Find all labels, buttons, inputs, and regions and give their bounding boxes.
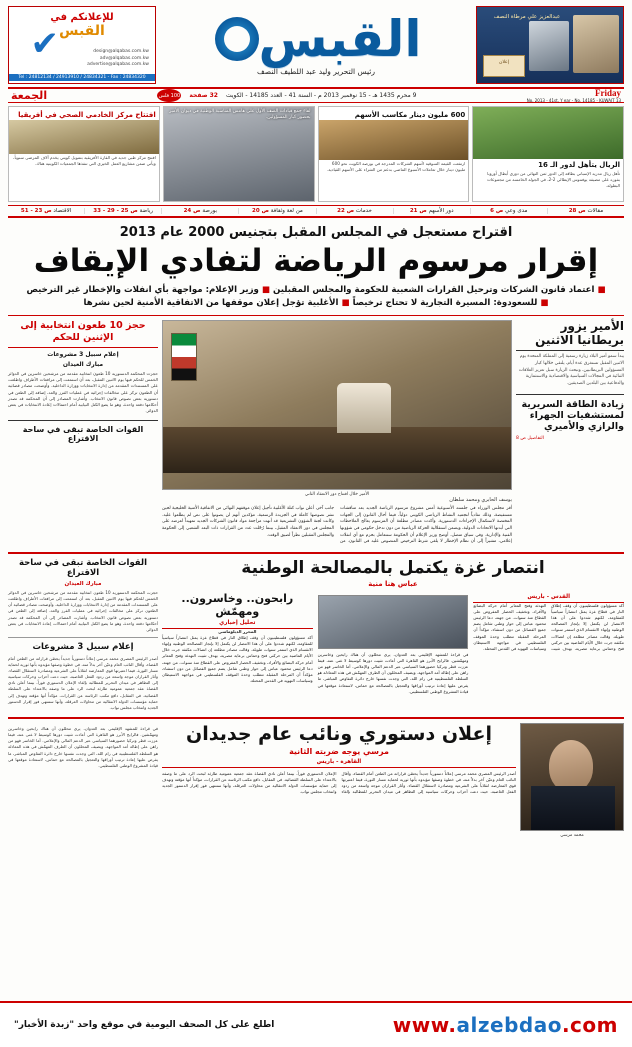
story3-body: أصدر الرئيس المصري محمد مرسي إعلاناً دستورياً جديداً يحصّن قراراته من الطعن أمام القضاء، وأقال النائب العام وعيّن آخر بدلاً منه، في خطوة وصفها مؤيدوه بأنها ثورية لحماية مسار الثورة، فيما اعتبرتها قوى المعارضة انقلاباً على الشرعية ومصادرة لاستقلال القضاء. وأثار القراران موجة واسعة من ردود الفعل الغاضبة، حيث دعت أحزاب وحركات سياسية إلى التظاهر في ميدان التحرير للمطالبة بإلغاء الإعلان الدستوري فوراً، بينما أعلن نادي القضاة عقد جمعية عمومية طارئة لبحث الرد على ما وصفه بالاعتداء على السلطة القضائية. في المقابل، دافع مكتب الرئاسة عن القرارات، مؤكداً أنها مؤقتة وتهدف إلى حماية مؤسسات الدولة الانتقالية من محاولات العرقلة، وأنها ستنتهي فور إقرار الدستور الجديد وانتخاب مجلس نواب. — [162, 770, 516, 795]
index-label: رياضة — [139, 208, 154, 214]
sidebar-more-link[interactable]: التفاصيل ص 8 — [516, 435, 544, 441]
story2-analysis-headline[interactable]: رابحون.. وخاسرون.. ومهمّش — [181, 591, 294, 618]
page-count: 32 صفحة — [189, 92, 218, 99]
section-divider-2 — [8, 717, 624, 719]
bottom-right-rail — [8, 558, 158, 711]
logo-text: القبس — [258, 10, 422, 68]
lead-body: أقر مجلس الوزراء في جلسته الأسبوعية أمس مشروع مرسوم الرياضة الجديد بعد مناقشات مستفيضة، وذلك تفادياً لتجميد النشاط الرياضي الكويتي دولياً، فيما أحال القانون إلى الجهات المختصة لاستكمال الإجراءات الدستورية. وأكدت مصادر مطلعة أن المرسوم يعالج الملاحظات التي أبدتها الاتحادات الدولية، ويضمن استقلالية الحركة الرياضية من دون تدخل حكومي في شؤونها الفنية والإدارية. وفي سياق متصل، أوضح وزير الإعلام أن الحكومة ستتعامل بحزم مع أي انفلات إعلامي، مشيراً إلى أن نظام الإخطار لا يلغي شرط الترخيص المنصوص عليه في القانون. من جانب آخر، أعلن نواب كتلة الأغلبية تأجيل إعلان موقفهم النهائي من الاتفاقية الأمنية الخليجية لحين نشر نصوصها كاملة في الجريدة الرسمية، مؤكدين أنهم لن يصوتوا على نص لم يطلعوا عليه. وكانت لجنة الشؤون التشريعية قد أنهت مراجعة مواد قانون الشركات الجديد تمهيداً لعرضه على المجلس في دور الانعقاد المقبل، بينما رُحّلت عدد من القرارات ذات البعد الشعبي إلى الحكومة والمجلس المقبلين نظراً لضيق الوقت. — [162, 505, 512, 545]
bullet-dot-icon: ■ — [540, 297, 549, 308]
story3-photo-col — [520, 723, 624, 838]
story3-text-col — [162, 723, 516, 838]
lead-byline: يوسف الحايري ومحمد سلطان — [449, 496, 512, 503]
url-prefix: www. — [392, 1013, 457, 1037]
section-index-bar — [8, 205, 624, 218]
photo-person — [337, 383, 391, 433]
sidebar-body: يبدأ سمو أمير البلاد زيارة رسمية إلى المملكة المتحدة يوم الاثنين المقبل تستغرق عدة أيام، يلتقي خلالها كبار المسؤولين البريطانيين، وتبحث الزيارة سبل تعزيز العلاقات الثنائية في المجالات السياسية والاقتصادية والاستثمارية والدفاعية بين البلدين الصديقين. — [518, 354, 624, 386]
story2-analysis-tag: تحليل إخباري — [162, 620, 313, 629]
bullet-text: للسعودوة: المسيرة التجارية لا تحتاج ترخيصاً — [352, 297, 538, 308]
newspaper-logo — [211, 10, 422, 68]
story3-block — [8, 723, 624, 888]
rail-body: حجزت المحكمة الدستورية 10 طعون انتخابية مقدمة من مرشحين خاسرين في الدوائر الخمس للحكم فيها يوم الاثنين المقبل، بعد أن استمعت إلى مرافعات الأطراف واطلعت على المستندات المقدمة من إدارة الانتخابات ووزارة الداخلية. وأوضحت مصادر قضائية أن الطعون تركز على مخالفات إجرائية في عمليات الفرز والعد، إضافة إلى الطعن في دستورية بعض نصوص قانون الانتخاب. وأشارت المصادر إلى أن المحكمة قد تصدر أحكامها دفعة واحدة، وهو ما يضع الكتل النيابية أمام احتمالات إعادة الانتخابات في بعض الدوائر. — [8, 370, 158, 414]
lead-photo-caption: الأمير خلال افتتاح دور الانعقاد الثاني — [304, 491, 370, 497]
photo-suit — [531, 786, 615, 830]
bullet-dot-icon: ■ — [261, 285, 271, 296]
rail4-body: في قراءة للمشهد الإقليمي بعد العدوان، يرى محللون أن هناك رابحين وخاسرين ومهمّشين. فالرابح الأبرز هو القاهرة التي أعادت تثبيت دورها كوسيط لا غنى عنه، فيما عززت قطر وتركيا حضورهما السياسي عبر الدعم المالي والإعلامي. أما الخاسر فهو من راهن على إطالة أمد المواجهة. ويضيف المحللون أن الطرف المهمّش في هذه المعادلة هو السلطة الفلسطينية في رام الله، التي وجدت نفسها خارج دائرة التفاوض المباشر، ما يفرض عليها إعادة ترتيب أوراقها والتعجيل بالمصالحة مع حماس، لاستعادة موقعها في قيادة المشروع الوطني الفلسطيني. — [8, 725, 158, 768]
lead-bullet — [8, 297, 624, 310]
index-item[interactable] — [84, 208, 161, 214]
index-item[interactable] — [316, 208, 393, 214]
rail3-body: أصدر الرئيس المصري محمد مرسي إعلاناً دستورياً جديداً يحصّن قراراته من الطعن أمام القضاء، وأقال النائب العام وعيّن آخر بدلاً منه، في خطوة وصفها مؤيدوه بأنها ثورية لحماية مسار الثورة، فيما اعتبرتها قوى المعارضة انقلاباً على الشرعية ومصادرة لاستقلال القضاء. وأثار القراران موجة واسعة من ردود الفعل الغاضبة، حيث دعت أحزاب وحركات سياسية إلى التظاهر في ميدان التحرير للمطالبة بإلغاء الإعلان الدستوري فوراً، بينما أعلن نادي القضاة عقد جمعية عمومية طارئة لبحث الرد على ما وصفه بالاعتداء على السلطة القضائية. في المقابل، دافع مكتب الرئاسة عن القرارات، مؤكداً أنها مؤقتة وتهدف إلى حماية مؤسسات الدولة الانتقالية من محاولات العرقلة، وأنها ستنتهي فور إقرار الدستور الجديد وانتخاب مجلس نواب. — [8, 655, 158, 710]
lead-main-column — [162, 320, 512, 546]
lead-headline[interactable]: إقرار مرسوم الرياضة لتفادي الإيقاف — [33, 243, 599, 279]
story2-photo — [318, 595, 469, 649]
index-pages: ص 24 — [183, 208, 201, 214]
url-domain: alzebdao — [456, 1013, 562, 1037]
teaser-headline: الريال يتأهل لدور الـ 16 — [538, 161, 620, 169]
ad-left-line1: عبدالعزيز علي مرطاة النصف — [493, 14, 561, 20]
lead-photo — [162, 320, 512, 490]
footer-url[interactable] — [393, 1013, 618, 1037]
lead-divider — [8, 315, 624, 316]
index-item[interactable] — [470, 208, 547, 214]
story2-body-center: في قراءة للمشهد الإقليمي بعد العدوان، يرى محللون أن هناك رابحين وخاسرين ومهمّشين. فالرابح الأبرز هو القاهرة التي أعادت تثبيت دورها كوسيط لا غنى عنه، فيما عززت قطر وتركيا حضورهما السياسي عبر الدعم المالي والإعلامي. أما الخاسر فهو من راهن على إطالة أمد المواجهة. ويضيف المحللون أن الطرف المهمّش في هذه المعادلة هو السلطة الفلسطينية في رام الله، التي وجدت نفسها خارج دائرة التفاوض المباشر، ما يفرض عليها إعادة ترتيب أوراقها والتعجيل بالمصالحة مع حماس، لاستعادة موقعها في قيادة المشروع الوطني الفلسطيني. — [317, 651, 469, 694]
sidebar-headline[interactable]: الأمير يزور بريطانيا الاثنين — [516, 320, 624, 352]
teaser-photo — [473, 107, 623, 159]
index-pages: ص 6 — [490, 208, 504, 214]
index-label: بورصة — [202, 208, 217, 214]
story3-headline[interactable]: إعلان دستوري ونائب عام جديدان — [186, 722, 492, 745]
weekday-english: Friday — [595, 88, 621, 98]
masthead-left-ad[interactable] — [476, 6, 624, 84]
teaser-photo-feature[interactable] — [163, 106, 315, 202]
story2-block — [8, 558, 624, 711]
story2-headline[interactable]: انتصار غزة يكتمل بالمصالحة الوطنية — [241, 557, 545, 578]
rail2-headline[interactable]: القوات الخاصة تبقى في ساحة الاقتراع — [18, 557, 147, 579]
index-pages: ص 28 — [568, 208, 586, 214]
story2-analysis-body: أكد مسؤولون فلسطينيون أن وقف إطلاق النار في قطاع غزة يمثل انتصاراً سياسياً للمقاومة، لكنهم شددوا على أن هذا الانتصار لن يكتمل إلا بإنجاز المصالحة الوطنية وإنهاء الانقسام الذي استمر سنوات طويلة. وقالت مصادر مطلعة إن اتصالات مكثفة جرت خلال الأيام الماضية بين حركتي فتح وحماس برعاية مصرية، بهدف تثبيت التهدئة وفتح المعابر أمام حركة البضائع والأفراد، وتخفيف الحصار المفروض على القطاع منذ سنوات. من جهته، دعا الرئيس محمود عباس إلى حوار وطني شامل يضم جميع الفصائل من دون استثناء، مؤكداً أن المرحلة المقبلة تتطلب وحدة الموقف الفلسطيني في مواجهة الاستيطان وسياسات التهويد في القدس المحتلة. — [161, 634, 313, 683]
index-label: مقالات — [587, 208, 604, 214]
teaser-body: ارتفعت القيمة السوقية لأسهم الشركات المدرجة في بورصة الكويت نحو 600 مليون دينار خلال تعاملات الأسبوع الماضي بدعم من الشراء على الأسهم القيادية. — [326, 160, 466, 172]
story2-left-col — [473, 592, 624, 695]
photo-face — [549, 740, 593, 792]
rail-byline: مبارك العيدان — [62, 360, 104, 368]
story2-center-col — [318, 592, 469, 695]
date-bar — [8, 87, 624, 103]
ad-portrait-2 — [529, 21, 569, 71]
teaser-health[interactable] — [8, 106, 160, 202]
story2-analysis-byline: المحرر الدبلوماسي — [218, 628, 257, 634]
footer-ad-bar[interactable] — [0, 1001, 632, 1047]
ad-right-emails: design@alqabas.com.kw adv@alqabas.com.kw advertise@alqabas.com.kw — [87, 48, 149, 68]
issue-english: 13 No, 2013 - 41st, Y ear - No. 14185 - KUWAIT — [526, 98, 621, 103]
index-label: مدى وعي — [505, 208, 528, 214]
teaser-sports[interactable] — [472, 106, 624, 202]
story3-right-rail — [8, 723, 158, 838]
story2-source: القدس - باريس — [473, 594, 624, 603]
bullet-text: اعتماد قانون الشركات وترحيل القرارات الشعبية للحكومة والمجلس المقبلين — [273, 285, 595, 296]
index-pages: ص 23 - 51 — [20, 208, 52, 214]
teaser-photo — [9, 120, 159, 154]
bullet-dot-icon: ■ — [341, 297, 350, 308]
rail-divider — [8, 637, 158, 638]
weekday-arabic: الجمعة — [11, 89, 48, 102]
story2-body-left: أكد مسؤولون فلسطينيون أن وقف إطلاق النار في قطاع غزة يمثل انتصاراً سياسياً للمقاومة، لكنهم شددوا على أن هذا الانتصار لن يكتمل إلا بإنجاز المصالحة الوطنية وإنهاء الانقسام الذي استمر سنوات طويلة. وقالت مصادر مطلعة إن اتصالات مكثفة جرت خلال الأيام الماضية بين حركتي فتح وحماس برعاية مصرية، بهدف تثبيت التهدئة وفتح المعابر أمام حركة البضائع والأفراد، وتخفيف الحصار المفروض على القطاع منذ سنوات. من جهته، دعا الرئيس محمود عباس إلى حوار وطني شامل يضم جميع الفصائل من دون استثناء، مؤكداً أن المرحلة المقبلة تتطلب وحدة الموقف الفلسطيني في مواجهة الاستيطان وسياسات التهويد في القدس المحتلة. — [473, 602, 624, 651]
ad-right-title: للإعلانكم في — [50, 12, 114, 23]
lead-sidebar — [516, 320, 624, 546]
lead-bullet — [8, 284, 624, 297]
photo-table — [163, 427, 511, 473]
teaser-photo — [319, 120, 469, 160]
teaser-body: افتتح مركز طبي جديد في القارة الأفريقية بتمويل كويتي يخدم آلاف المرضى سنوياً، ويأتي ضمن مشاريع العمل الخيري التي تنفذها الجمعيات الكويتية هناك. — [13, 154, 156, 166]
lead-story-columns — [8, 320, 624, 546]
sun-icon — [215, 17, 259, 61]
index-pages: ص 22 — [337, 208, 355, 214]
flag-icon — [171, 333, 197, 381]
bullet-dot-icon: ■ — [597, 285, 606, 296]
bullet-text: الأغلبية تؤجل إعلان موقفها من الاتفاقية الأمنية لحين نشرها — [83, 297, 339, 308]
price-badge: 100 فلس — [157, 89, 181, 102]
rail-kicker: إعلام سبيل 3 مشروعات — [47, 350, 119, 358]
footer-tagline: اطلع على كل الصحف اليومية في موقع واحد "زبدة الأخبار" — [14, 1020, 275, 1030]
index-pages: ص 25 - 29 - 33 — [93, 208, 138, 214]
index-label: دور الأسهم — [428, 208, 454, 214]
story2-right-col — [162, 592, 313, 695]
lead-kicker: اقتراح مستعجل في المجلس المقبل بتجنيس 2000 عام 2013 — [119, 225, 513, 240]
top-teaser-strip — [8, 106, 624, 202]
teaser-body: تأهل ريال مدريد الإسباني بطاقة إلى الدور ثمن النهائي من دوري أبطال أوروبا بفوزه على مضيفه يوفنتوس الإيطالي 2-2، في الجولة الخامسة من مجموعات البطولة. — [486, 170, 620, 188]
index-item[interactable] — [547, 208, 624, 214]
bullet-text: وزير الإعلام: مواجهة بأي انفلات والإخطار غير الترخيص — [26, 285, 259, 296]
story2-columns — [162, 592, 624, 695]
sidebar-headline-2[interactable]: زيادة الطاقة السريرية لمستشفيات الجهراء والرازي والأميري — [516, 394, 624, 433]
rail-headline[interactable]: حجز 10 طعون انتخابية إلى الإثنين للحكم — [8, 320, 158, 348]
index-pages: ص 21 — [409, 208, 427, 214]
masthead-right-ad[interactable] — [8, 6, 156, 84]
lead-right-rail — [8, 320, 158, 546]
story3-photo — [520, 723, 624, 831]
rail-headline-2[interactable]: القوات الخاصة تبقى في ساحة الاقتراع — [8, 420, 158, 443]
section-divider — [8, 552, 624, 554]
index-item[interactable] — [8, 208, 84, 214]
ad-portrait-1 — [573, 15, 619, 73]
ad-left-badge: إعلان — [483, 55, 525, 77]
rail2-body: حجزت المحكمة الدستورية 10 طعون انتخابية مقدمة من مرشحين خاسرين في الدوائر الخمس للحكم فيها يوم الاثنين المقبل، بعد أن استمعت إلى مرافعات الأطراف واطلعت على المستندات المقدمة من إدارة الانتخابات ووزارة الداخلية. وأوضحت مصادر قضائية أن الطعون تركز على مخالفات إجرائية في عمليات الفرز والعد، إضافة إلى الطعن في دستورية بعض نصوص قانون الانتخاب. وأشارت المصادر إلى أن المحكمة قد تصدر أحكامها دفعة واحدة، وهو ما يضع الكتل النيابية أمام احتمالات إعادة الانتخابات في بعض الدوائر. — [8, 590, 159, 632]
rail2-kicker: مبارك العيدان — [64, 581, 102, 588]
teaser-business[interactable] — [318, 106, 470, 202]
index-label: الاقتصاد — [53, 208, 72, 214]
story2-kicker: عباس هنا منية — [368, 579, 418, 588]
masthead — [8, 6, 624, 84]
story3-photo-caption: محمد مرسي — [560, 832, 584, 838]
ad-right-phone: Tel : 24812134 / 24913910 / 24834321 - Fax : 24834320 — [9, 74, 155, 81]
index-pages: ص 20 — [252, 208, 269, 214]
rail3-headline[interactable]: إعلام سبيل 3 مشروعات — [32, 642, 134, 653]
masthead-subtitle: رئيس التحرير وليد عبد اللطيف النصف — [257, 67, 376, 76]
issue-hijri: 9 محرم 1435 هـ - 15 نوفمبر 2013 م - السنة 41 - العدد 14185 - الكويت — [225, 92, 417, 99]
index-item[interactable] — [161, 208, 238, 214]
story3-source: القاهرة - باريس — [162, 759, 516, 768]
index-item[interactable] — [238, 208, 315, 214]
checkmark-icon: ✔ — [30, 24, 59, 64]
index-label: من لغة وثقافة — [270, 208, 303, 214]
teaser-overlay-caption: لقاء جمع قيادات الصف الأول على هامش المناسبة الوطنية في ديوان الأمير بحضور كبار المسؤولين. — [169, 109, 311, 121]
teaser-headline: 600 مليون دينار مكاسب الأسهم — [354, 111, 466, 119]
lead-bullets — [8, 284, 624, 310]
ad-right-brand: القبس — [59, 23, 105, 39]
story3-kicker: مرسي يوجه ضربته الثانية — [289, 746, 389, 756]
masthead-center — [160, 6, 472, 84]
url-suffix: .com — [561, 1013, 618, 1037]
index-label: خدمات — [355, 208, 372, 214]
index-item[interactable] — [393, 208, 470, 214]
teaser-headline: افتتاح مركز الخادمي الصحي في أفريقيا — [18, 111, 156, 119]
